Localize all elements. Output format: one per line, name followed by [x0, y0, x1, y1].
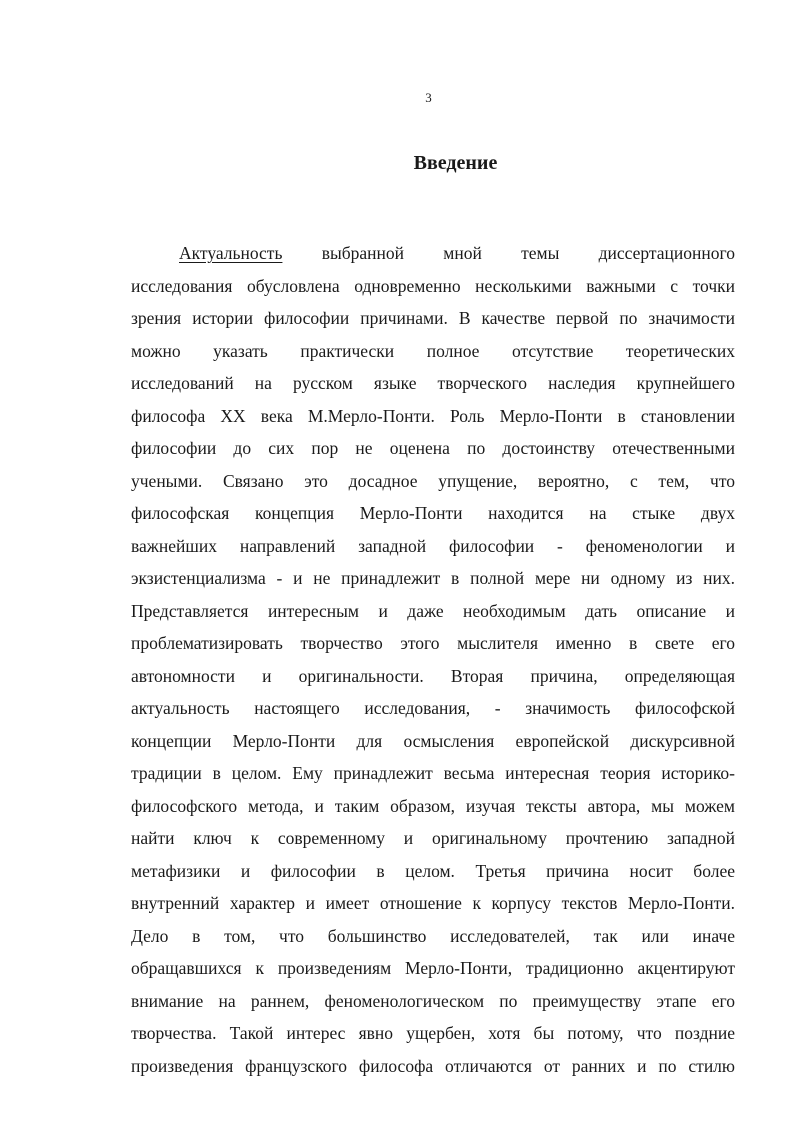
- paragraph-line: исследования обусловлена одновременно несколькими важными с точки: [131, 275, 735, 296]
- paragraph-line: метафизики и философии в целом. Третья причина носит более: [131, 860, 735, 881]
- paragraph-line: обращавшихся к произведениям Мерло-Понти, традиционно акцентируют: [131, 958, 735, 978]
- paragraph-line: концепции Мерло-Понти для осмысления европейской дискурсивной: [131, 730, 735, 751]
- paragraph-line: философская концепция Мерло-Понти находится на стыке двух: [131, 503, 735, 523]
- paragraph-line: Представляется интересным и даже необходимым дать описание и: [131, 600, 735, 621]
- paragraph-line: экзистенциализма - и не принадлежит в полной мере ни одному из них.: [131, 568, 735, 588]
- page-number: 3: [425, 90, 432, 105]
- paragraph-line-text: выбранной мной темы диссертационного: [282, 243, 735, 263]
- paragraph-line: произведения французского философа отличаются от ранних и по стилю: [131, 1055, 735, 1076]
- paragraph-line: внимание на раннем, феноменологическом по преимуществу этапе его: [131, 990, 735, 1011]
- paragraph-line: автономности и оригинальности. Вторая причина, определяющая: [131, 665, 735, 686]
- paragraph-line: творчества. Такой интерес явно ущербен, хотя бы потому, что поздние: [131, 1023, 735, 1043]
- paragraph-line: традиции в целом. Ему принадлежит весьма интересная теория историко-: [131, 763, 735, 783]
- body-paragraph: [131, 237, 735, 1082]
- paragraph-line: философии до сих пор не оценена по достоинству отечественными: [131, 438, 735, 458]
- paragraph-line: зрения истории философии причинами. В качестве первой по значимости: [131, 308, 735, 328]
- paragraph-line: актуальность настоящего исследования, - значимость философской: [131, 698, 735, 718]
- paragraph-line: [131, 237, 735, 270]
- paragraph-line: философа XX века М.Мерло-Понти. Роль Мерло-Понти в становлении: [131, 405, 735, 426]
- paragraph-line: можно указать практически полное отсутствие теоретических: [131, 340, 735, 361]
- paragraph-line: Дело в том, что большинство исследователей, так или иначе: [131, 925, 735, 946]
- paragraph-line: исследований на русском языке творческого наследия крупнейшего: [131, 373, 735, 393]
- lead-word: Актуальность: [179, 243, 283, 263]
- paragraph-line: найти ключ к современному и оригинальному прочтению западной: [131, 828, 735, 848]
- paragraph-line: проблематизировать творчество этого мыслителя именно в свете его: [131, 633, 735, 653]
- paragraph-line: философского метода, и таким образом, изучая тексты автора, мы можем: [131, 795, 735, 816]
- paragraph-line: учеными. Связано это досадное упущение, вероятно, с тем, что: [131, 470, 735, 491]
- paragraph-line: важнейших направлений западной философии - феноменологии и: [131, 535, 735, 556]
- section-heading: Введение: [413, 152, 498, 174]
- paragraph-line: внутренний характер и имеет отношение к корпусу текстов Мерло-Понти.: [131, 893, 735, 913]
